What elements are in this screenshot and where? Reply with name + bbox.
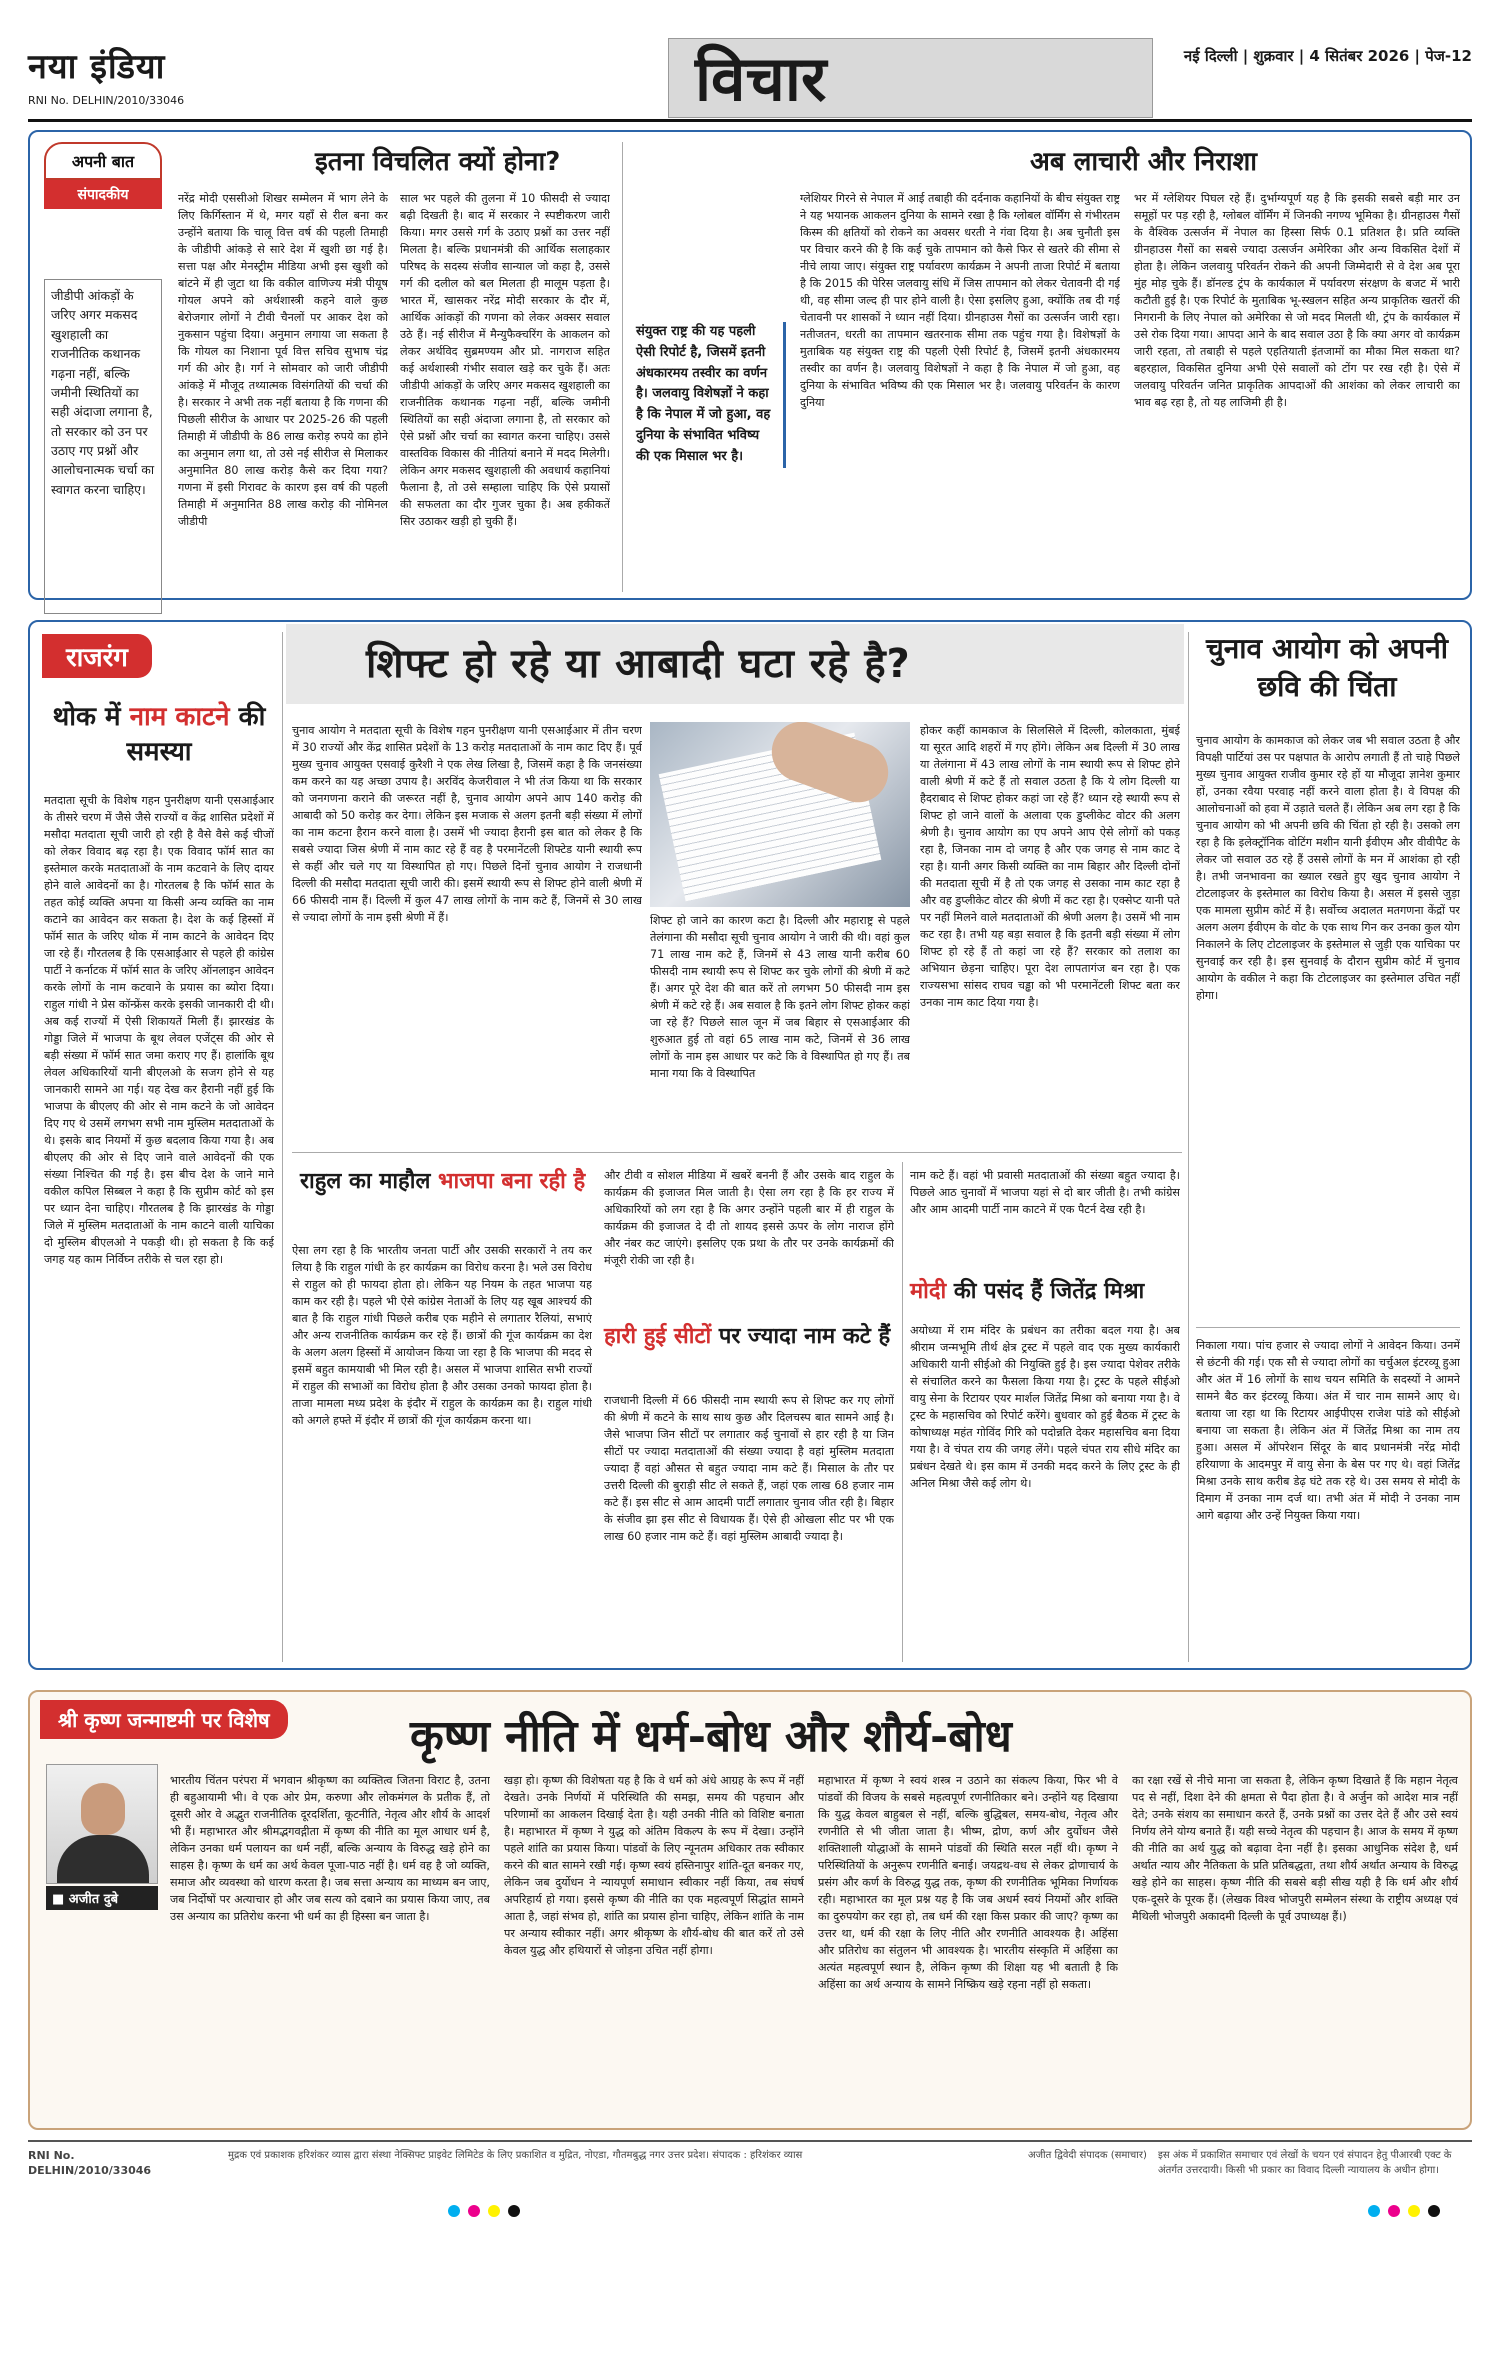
special-column-1 xyxy=(170,1772,490,2122)
rajrang-side-column xyxy=(44,792,274,1662)
main-column-3 xyxy=(920,722,1180,1142)
author-name: ■ अजीत दुबे xyxy=(46,1886,158,1910)
column-divider xyxy=(902,1162,903,1662)
rajrang-section xyxy=(28,620,1472,1670)
eci-column-text: चुनाव आयोग के कामकाज को लेकर जब भी सवाल उठता है और विपक्षी पार्टियां उस पर पक्षपात के आरोप लगाती हैं तो चाहे पिछले मुख्य चुनाव आयुक्त राजीव कुमार रहे हों या मौजूदा ज्ञानेश कुमार हों, उनका रवैया परवाह नहीं करने वाला होता है। वे विपक्ष की आलोचनाओं को हवा में उड़ाते चलते हैं। लेकिन अब लग रहा है कि चुनाव आयोग को भी अपनी छवि की चिंता हो रही है। उसको लग रहा है कि इलेक्ट्रॉनिक वोटिंग मशीन यानी ईवीएम और वीवीपैट के लेकर जो सवाल उठ रहे हैं उससे लोगों के मन में आशंका हो रही है। तभी जनभावना का ख्याल रखते हुए खुद चुनाव आयोग ने टोटलाइजर के इस्तेमाल का विरोध किया है। असल में इससे जुड़ा एक मामला सुप्रीम कोर्ट में है। सर्वोच्च अदालत मतगणना केंद्रों पर अलग अलग ईवीएम के वोट के एक साथ गिन कर उनका कुल योग निकालने के लिए टोटलाइजर के इस्तेमाल से जुड़ी एक याचिका पर सुनवाई कर रही है। इस सुनवाई के दौरान सुप्रीम कोर्ट में चुनाव आयोग के वकील ने कहा कि टोटलाइजर का इस्तेमाल उचित नहीं होगा। xyxy=(1196,734,1460,1003)
rahul-column-1 xyxy=(292,1242,592,1662)
modi-column xyxy=(910,1322,1180,1662)
eci-column xyxy=(1196,732,1460,1322)
eci-column-2-text: निकाला गया। पांच हजार से ज्यादा लोगों ने आवेदन किया। उनमें से छंटनी की गई। एक सौ से ज्यादा लोगों का चर्चुअल इंटरव्यू हुआ और अंत में 16 लोगों के साथ चयन समिति के सदस्यों ने आमने सामने बैठ कर इंटरव्यू किया। अंत में चार नाम सामने आए थे। बताया जा रहा था कि रिटायर आईपीएस राजेश पांडे को सीईओ बनाया जा सकता है। लेकिन अंत में जितेंद्र मिश्रा का नाम तय हुआ। असल में ऑपरेशन सिंदूर के बाद प्रधानमंत्री नरेंद्र मोदी हरियाणा के आदमपुर में वायु सेना के बेस पर गए थे। वहां जितेंद्र मिश्रा उनके साथ करीब डेढ़ घंटे तक रहे थे। उस समय से मोदी के दिमाग में उनका नाम दर्ज था। तभी अंत में मोदी ने उनका नाम आगे बढ़ाया और उन्हें नियुक्त किया गया। xyxy=(1196,1339,1460,1523)
eci-headline: चुनाव आयोग को अपनी छवि की चिंता xyxy=(1205,632,1449,703)
section-divider xyxy=(292,1152,1182,1153)
special-column-3-text: महाभारत में कृष्ण ने स्वयं शस्त्र न उठाने का संकल्प किया, फिर भी वे पांडवों की विजय के सबसे महत्वपूर्ण रणनीतिकार बने। उन्होंने यह दिखाया कि युद्ध केवल बाहुबल से नहीं, बल्कि बुद्धिबल, समय-बोध, नेतृत्व और रणनीति से भी जीता जाता है। भीष्म, द्रोण, कर्ण और दुर्योधन जैसे शक्तिशाली योद्धाओं के सामने पांडवों की स्थिति सरल नहीं थी। कृष्ण ने परिस्थितियों के अनुरूप रणनीति बनाई। जयद्रथ-वध से लेकर द्रोणाचार्य के प्रसंग और कर्ण के विरुद्ध युद्ध तक, कृष्ण की रणनीतिक भूमिका निर्णायक रही। महाभारत का मूल प्रश्न यह है कि जब अधर्म स्वयं नियमों और शक्ति का दुरुपयोग कर रहा हो, तब धर्म की रक्षा किस प्रकार की जाए? कृष्ण का उत्तर था, धर्म की रक्षा के लिए नीति और रणनीति आवश्यक है। अहिंसा और प्रतिरोध का संतुलन भी आवश्यक है। भारतीय संस्कृति में अहिंसा का अत्यंत महत्वपूर्ण स्थान है, लेकिन कृष्ण की शिक्षा यह भी बताती है कि अहिंसा का अर्थ अन्याय के सामने निष्क्रिय खड़े रहना नहीं हो सकता। xyxy=(818,1774,1118,1992)
author-photo-head xyxy=(81,1783,125,1835)
hari-column-2-text: नाम कटे हैं। वहां भी प्रवासी मतदाताओं की संख्या बहुत ज्यादा है। पिछले आठ चुनावों में भाजपा यहां से दो बार जीती है। तभी कांग्रेस और आम आदमी पार्टी नाम काटने में एक पैटर्न देख रही है। xyxy=(910,1169,1180,1217)
cyan-mark xyxy=(448,2205,460,2217)
special-section xyxy=(28,1690,1472,2130)
modi-headline-part2: की पसंद हैं जितेंद्र मिश्रा xyxy=(946,1279,1145,1304)
editorial-sidebar xyxy=(44,142,162,614)
magenta-mark xyxy=(1388,2205,1400,2217)
cyan-mark xyxy=(1368,2205,1380,2217)
footer-imprint: मुद्रक एवं प्रकाशक हरिशंकर व्यास द्वारा संस्था नेक्सिफ्ट प्राइवेट लिमिटेड के लिए प्रकाशित व मुद्रित, नोएडा, गौतमबुद्ध नगर उत्तर प्रदेश। संपादक : हरिशंकर व्यास xyxy=(228,2150,803,2161)
main-headline: शिफ्ट हो रहे या आबादी घटा रहे है? xyxy=(366,641,911,687)
special-column-4 xyxy=(1132,1772,1458,2122)
section-divider xyxy=(1196,1327,1460,1328)
special-column-1-text: भारतीय चिंतन परंपरा में भगवान श्रीकृष्ण का व्यक्तित्व जितना विराट है, उतना ही बहुआयामी भी। वे एक ओर प्रेम, करुणा और लोकमंगल के प्रतीक हैं, तो दूसरी ओर वे अद्भुत राजनीतिक दूरदर्शिता, कूटनीति, नेतृत्व और शौर्य के आदर्श भी हैं। महाभारत और श्रीमद्भगवद्गीता में कृष्ण की नीति का मूल आधार धर्म है, लेकिन उनका धर्म पलायन का धर्म नहीं, बल्कि अन्याय के विरुद्ध खड़े होने का साहस है। कृष्ण के धर्म का अर्थ केवल पूजा-पाठ नहीं है। धर्म वह है जो व्यक्ति, समाज और व्यवस्था को धारण करता है। जब सत्ता अन्याय का माध्यम बन जाए, जब निर्दोषों पर अत्याचार हो और जब सत्य को दबाने का प्रयास किया जाए, तब उस अन्याय का प्रतिरोध करना भी धर्म का ही हिस्सा बन जाता है। xyxy=(170,1774,490,1924)
editorial-column-4 xyxy=(1134,190,1460,590)
hari-headline-part2: पर ज्यादा नाम कटे हैं xyxy=(711,1324,891,1349)
hari-headline-highlight: हारी हुई सीटों xyxy=(604,1324,712,1349)
rahul-column-2-text: और टीवी व सोशल मीडिया में खबरें बननी हैं और उसके बाद राहुल के कार्यक्रम की इजाजत मिल जाती है। ऐसा लग रहा है कि हर राज्य में अधिकारियों को लग रहा है कि अगर उन्होंने पहली बार में ही राहुल के कार्यक्रम की इजाजत दे दी तो शायद इससे ऊपर के लोग नाराज होंगे और नंबर कट जाएंगे। इसलिए एक प्रथा के तौर पर उनके कार्यक्रमों की मंजूरी रोकी जा रही है। xyxy=(604,1169,894,1268)
rajrang-side-column-text: मतदाता सूची के विशेष गहन पुनरीक्षण यानी एसआईआर के तीसरे चरण में जैसे जैसे राज्यों व केंद्र शासित प्रदेशों में मसौदा मतदाता सूची जारी हो रही है वैसे वैसे कई चीजों को लेकर विवाद बढ़ रहा है। एक विवाद फॉर्म सात का इस्तेमाल करके मतदाताओं के नाम कटवाने के लिए दायर होने वाले आवेदनों का है। गोरतलब है कि फॉर्म सात के तहत कोई व्यक्ति अपना या किसी अन्य व्यक्ति का नाम कटाने का आवेदन कर सकता है। देश के कई हिस्सों में फॉर्म सात के जरिए थोक में नाम काटने के आवेदन दिए जा रहे हैं। गौरतलब है कि एसआईआर से पहले ही कांग्रेस पार्टी ने कर्नाटक में फॉर्म सात के जरिए ऑनलाइन आवेदन करके लोगों के नाम कटवाने के प्रयास का ब्योरा दिया। राहुल गांधी ने प्रेस कॉन्फ्रेंस करके इसकी जानकारी दी थी। अब कई राज्यों में ऐसी शिकायतें मिली हैं। झारखंड के गोड्डा जिले में भाजपा के बूथ लेवल एजेंट्स की ओर से बड़ी संख्या में फॉर्म सात जमा कराए गए हैं। हालांकि बूथ लेवल अधिकारियों यानी बीएलओ के सजग होने से यह जानकारी सामने आ गई। यह देख कर हैरानी नहीं हुई कि भाजपा के बीएलए की ओर से नाम कटने के जो आवेदन दिए गए थे उसमें लगभग सभी नाम मुस्लिम मतदाताओं के थे। इसके बाद नियमों में कुछ बदलाव किया गया है। अब बीएलए की ओर से दिए जाने वाले आवेदनों की एक संख्या निश्चित की गई है। इस बीच देश के जाने माने वकील कपिल सिब्बल ने कहा है कि सुप्रीम कोर्ट को इस पर ध्यान देना चाहिए। गौरतलब है कि झारखंड के गोड्डा जिले में मुस्लिम मतदाताओं के नाम काटने वाली याचिका दो मुस्लिम बीएलओ ने पकड़ी थी। हो सकता है कि कई जगह यह काम निर्विघ्न तरीके से चल रहा हो। xyxy=(44,794,274,1267)
editorial-column-1-text: नरेंद्र मोदी एससीओ शिखर सम्मेलन में भाग लेने के लिए किर्गिस्तान में थे, मगर यहाँ से रील बना कर उन्होंने बताया कि चालू वित्त वर्ष की पहली तिमाही के जीडीपी आंकड़े से सारे देश में खुशी छा गई है। सत्ता पक्ष और मेनस्ट्रीम मीडिया अभी इस खुशी को बांटने में ही जुटा था कि वकील वाणिज्य मंत्री पीयूष गोयल अपने को अर्थशास्त्री कहने वाले कुछ बेरोजगार लोगों ने टीवी चैनलों पर आकर देश को नुकसान पहुंचा दिया। अनुमान लगाया जा सकता है कि गोयल का निशाना पूर्व वित्त सचिव सुभाष चंद्र गर्ग की ओर है। गर्ग ने सोमवार को जारी जीडीपी आंकड़े में मौजूद तथ्यात्मक विसंगतियों की चर्चा की है। सरकार ने अभी तक नहीं बताया है कि गणना की पिछली सीरीज के आधार पर 2025-26 की पहली तिमाही में जीडीपी के 86 लाख करोड़ रुपये का होने का अनुमान लगा था, तो उसे नई सीरीज से मिलाकर अनुमानित 80 लाख करोड़ कैसे कर दिया गया? गणना में इसी गिरावट के कारण इस वर्ष की पहली तिमाही में अनुमानित 88 लाख करोड़ की नोमिनल जीडीपी xyxy=(178,192,388,529)
hari-headline xyxy=(604,1322,894,1352)
special-column-2 xyxy=(504,1772,804,2122)
column-divider xyxy=(622,142,623,592)
black-mark xyxy=(508,2205,520,2217)
column-divider xyxy=(282,632,283,1662)
modi-column-text: अयोध्या में राम मंदिर के प्रबंधन का तरीका बदल गया है। अब श्रीराम जन्मभूमि तीर्थ क्षेत्र ट्रस्ट में पहले वाद एक मुख्य कार्यकारी अधिकारी यानी सीईओ की नियुक्ति हुई है। इस ज्यादा पेशेवर तरीके से संचालित करने का फैसला किया गया है। ट्रस्ट के पहले सीईओ वायु सेना के रिटायर एयर मार्शल जितेंद्र मिश्रा को बनाया गया है। वे ट्रस्ट के महासचिव को रिपोर्ट करेंगे। बुधवार को हुई बैठक में ट्रस्ट के कोषाध्यक्ष महंत गोविंद गिरि को पदोन्नति देकर महासचिव बना दिया गया है। वे चंपत राय की जगह लेंगे। पहले चंपत राय सीधे मंदिर का प्रबंधन देखते थे। इस काम में उनकी मदद करने के लिए ट्रस्ट के ही अनिल मिश्रा जैसे कई लोग थे। xyxy=(910,1324,1180,1491)
rajrang-side-headline xyxy=(44,700,274,770)
hari-column-2 xyxy=(910,1167,1180,1267)
hari-column-text: राजधानी दिल्ली में 66 फीसदी नाम स्थायी रूप से शिफ्ट कर गए लोगों की श्रेणी में कटने के साथ साथ कुछ और दिलचस्प बात सामने आई है। जैसे भाजपा जिन सीटों पर लगातार कई चुनावों से हार रही है या जिन सीटों पर ज्यादा मतदाताओं की संख्या ज्यादा है वहां मुस्लिम मतदाता ज्यादा हैं वहां औसत से बहुत ज्यादा नाम कटे हैं। मिसाल के तौर पर उत्तरी दिल्ली की बुराड़ी सीट ले सकते हैं, जहां एक लाख 68 हजार नाम कटे हैं। इस सीट से आम आदमी पार्टी लगातार चुनाव जीत रही है। बिहार के संजीव झा इस सीट से विधायक हैं। ऐसे ही ओखला सीट पर भी एक लाख 60 हजार नाम कटे हैं। वहां मुस्लिम आबादी ज्यादा है। xyxy=(604,1394,894,1544)
rahul-headline-part2: बना रही है xyxy=(493,1169,586,1194)
main-column-1 xyxy=(292,722,642,1142)
editorial-column-4-text: भर में ग्लेशियर पिघल रहे हैं। दुर्भाग्यपूर्ण यह है कि इसकी सबसे बड़ी मार उन समूहों पर पड़ रही है, ग्लोबल वॉर्मिंग में जिनकी नगण्य भूमिका है। ग्रीनहाउस गैसों के वैश्विक उत्सर्जन में नेपाल का हिस्सा सिर्फ 0.1 प्रतिशत है। प्रति व्यक्ति ग्रीनहाउस गैसों का सबसे ज्यादा उत्सर्जन अमेरिका और अन्य विकसित देशों में होता है। लेकिन जलवायु परिवर्तन रोकने की अपनी जिम्मेदारी से वे देश अब पूरा मुंह मोड़ चुके हैं। डॉनल्ड ट्रंप के कार्यकाल में पर्यावरण संरक्षण के बजट में भारी कटौती हुई है। एक रिपोर्ट के मुताबिक भू-स्खलन सहित अन्य प्राकृतिक खतरों की निगरानी के लिए नेपाल को अमेरिका से जो मदद मिलती थी, ट्रंप के कार्यकाल में उसे रोक दिया गया। आपदा आने के बाद सवाल उठा है कि क्या अगर वो कार्यक्रम जारी रहता, तो तबाही से पहले एहतियाती इंतजामों का मौका मिल सकता था? बहरहाल, विकसित दुनिया अभी ऐसे सवालों को टोंग पर रख रही है। ऐसे में जलवायु परिवर्तन जनित प्राकृतिक आपदाओं की आशंका को लेकर लाचारी का भाव बढ़ रहा है, तो यह लाजिमी ही है। xyxy=(1134,192,1460,410)
main-column-2-text: शिफ्ट हो जाने का कारण कटा है। दिल्ली और महाराष्ट्र से पहले तेलंगाना की मसौदा सूची चुनाव आयोग ने जारी की थी। वहां कुल 71 लाख नाम कटे हैं, जिनमें से 43 लाख यानी करीब 60 फीसदी नाम स्थायी रूप से शिफ्ट कर चुके लोगों की श्रेणी में कटे हैं। अगर पूरे देश की बात करें तो लगभग 50 फीसदी नाम इस श्रेणी में कटे रहे हैं। अब सवाल है कि इतने लोग शिफ्ट होकर कहां जा रहे हैं? पिछले साल जून में जब बिहार से एसआईआर की शुरुआत हुई तो वहां 65 लाख नाम कटे, जिनमें से 36 लाख लोगों के नाम इस आधार पर कटे कि वे विस्थापित हो गए हैं। तब माना गया कि वे विस्थापित xyxy=(650,914,910,1081)
modi-headline xyxy=(910,1277,1180,1307)
footer xyxy=(28,2140,1472,2200)
column-divider xyxy=(1188,632,1189,1662)
modi-headline-highlight: मोदी xyxy=(910,1279,947,1304)
special-column-3 xyxy=(818,1772,1118,2122)
special-column-4-text: का रक्षा रखें से नीचे माना जा सकता है, लेकिन कृष्ण दिखाते हैं कि महान नेतृत्व पद से नहीं, दिशा देने की क्षमता से पैदा होता है। वे अर्जुन को आदेश मात्र नहीं देते; उनके संशय का समाधान करते हैं, उनके प्रश्नों का उत्तर देते हैं और उसे स्वयं निर्णय लेने योग्य बनाते हैं। यही सच्चे नेतृत्व की पहचान है। आज के समय में कृष्ण की नीति का अर्थ युद्ध को बढ़ावा देना नहीं है। इसका आधुनिक संदेश है, धर्म अर्थात न्याय और नैतिकता के प्रति प्रतिबद्धता, तथा शौर्य अर्थात अन्याय के विरुद्ध खड़े होने का साहस। कृष्ण नीति की सबसे बड़ी सीख यही है कि धर्म और शौर्य एक-दूसरे के पूरक हैं। (लेखक विश्व भोजपुरी सम्मेलन संस्था के राष्ट्रीय अध्यक्ष एवं मैथिली भोजपुरी अकादमी दिल्ली के पूर्व उपाध्यक्ष हैं।) xyxy=(1132,1774,1458,1924)
rahul-column-1-text: ऐसा लग रहा है कि भारतीय जनता पार्टी और उसकी सरकारों ने तय कर लिया है कि राहुल गांधी के हर कार्यक्रम का विरोध करना है। भले उस विरोध से राहुल को ही फायदा होता हो। लेकिन यह नियम के तहत भाजपा यह काम कर रही है। पहले भी ऐसे कांग्रेस नेताओं के लिए यह खूब आश्चर्य की बात है कि राहुल गांधी पिछले करीब एक महीने से लगातार रैलियां, सभाएं और अन्य राजनीतिक कार्यक्रम कर रहे हैं। छात्रों की गूंज कार्यक्रम का देश के अलग अलग हिस्सों में आयोजन किया जा रहा है कि भाजपा की मदद से इसमें बहुत कामयाबी भी मिल रही है। असल में भाजपा शासित सभी राज्यों में राहुल की सभाओं का विरोध होता है और उसका उनको फायदा होता है। ताजा मामला मध्य प्रदेश के इंदौर में राहुल के कार्यक्रम का है। राहुल गांधी को अगले हफ्ते में इंदौर में छात्रों की गूंज कार्यक्रम करना था। xyxy=(292,1244,592,1428)
editorial-badge-bottom: संपादकीय xyxy=(44,180,162,209)
author-photo xyxy=(46,1764,158,1884)
editorial-column-2-text: साल भर पहले की तुलना में 10 फीसदी से ज्यादा बढ़ी दिखती है। बाद में सरकार ने स्पष्टीकरण जारी किया। मगर उससे गर्ग के उठाए प्रश्नों का उत्तर नहीं मिलता है। बल्कि प्रधानमंत्री की आर्थिक सलाहकार परिषद के सदस्य संजीव सान्याल जो कहा है, उससे गर्ग की दलील को बल मिलता ही मालूम पड़ता है। भारत में, खासकर नरेंद्र मोदी सरकार के दौर में, आर्थिक आंकड़ों की गणना को लेकर अक्सर सवाल उठे हैं। नई सीरीज में मैन्युफैक्चरिंग के आकलन को लेकर अर्थविद सुब्रमण्यम और प्रो. नागराज सहित कई अर्थशास्त्री गंभीर सवाल खड़े कर चुके हैं। अतः जीडीपी आंकड़ों के जरिए अगर मकसद खुशहाली का राजनीतिक कथानक गढ़ना नहीं, बल्कि जमीनी स्थितियों का सही अंदाजा लगाना है, तो सरकार को ऐसे प्रश्नों और चर्चा का स्वागत करना चाहिए। उससे वास्तविक विकास की नीतियां बनाने में मदद मिलेगी। लेकिन अगर मकसद खुशहाली की अवधार्य कहानियां फैलाना है, तो उसे सम्हाला चाहिए कि ऐसे प्रयासों की सफलता का दौर गुजर चुका है। अब हकीकतें सिर उठाकर खड़ी हो चुकी हैं। xyxy=(400,192,610,529)
special-column-2-text: खड़ा हो। कृष्ण की विशेषता यह है कि वे धर्म को अंधे आग्रह के रूप में नहीं देखते। उनके निर्णयों में परिस्थिति की समझ, समय की पहचान और परिणामों का आकलन दिखाई देता है। यही उनकी नीति को विशिष्ट बनाता है। महाभारत में कृष्ण ने युद्ध को अंतिम विकल्प के रूप में देखा। उन्होंने पहले शांति का प्रयास किया। पांडवों के लिए न्यूनतम अधिकार तक स्वीकार करने की बात सामने रखी गई। कृष्ण स्वयं हस्तिनापुर शांति-दूत बनकर गए, लेकिन जब दुर्योधन ने न्यायपूर्ण समाधान स्वीकार नहीं किया, तब संघर्ष अपरिहार्य हो गया। इससे कृष्ण की नीति का एक महत्वपूर्ण सिद्धांत सामने आता है, जहां संभव हो, शांति का प्रयास होना चाहिए, लेकिन शांति के नाम पर अन्याय स्वीकार नहीं। अगर श्रीकृष्ण के शौर्य-बोध की बात करें तो उसे केवल युद्ध और हथियारों से जोड़ना उचित नहीं होगा। xyxy=(504,1774,804,1958)
black-mark xyxy=(1428,2205,1440,2217)
registration-marks xyxy=(28,2205,1472,2219)
footer-editor: अजीत द्विवेदी संपादक (समाचार) xyxy=(1028,2150,1147,2161)
footer-rni: RNI No. DELHIN/2010/33046 xyxy=(28,2149,152,2178)
special-headline: कृष्ण नीति में धर्म-बोध और शौर्य-बोध xyxy=(410,1711,1012,1762)
eci-column-2 xyxy=(1196,1337,1460,1662)
main-headline-box xyxy=(286,624,1184,704)
rni-number: RNI No. DELHIN/2010/33046 xyxy=(28,94,185,107)
rajrang-badge: राजरंग xyxy=(42,634,152,678)
special-badge: श्री कृष्ण जन्माष्टमी पर विशेष xyxy=(40,1700,288,1739)
main-column-3-text: होकर कहीं कामकाज के सिलसिले में दिल्ली, कोलकाता, मुंबई या सूरत आदि शहरों में गए होंगे। लेकिन अब दिल्ली में 30 लाख या तेलंगाना में 43 लाख लोगों के नाम स्थायी रूप से शिफ्ट होने वाली श्रेणी में कटे हैं तो सवाल उठता है कि ये लोग दिल्ली या हैदराबाद से शिफ्ट होकर कहां जा रहे हैं? ध्यान रहे स्थायी रूप से शिफ्ट हो जाने वालों के अलावा एक डुप्लीकेट वोटर की अलग श्रेणी है। चुनाव आयोग का एप अपने आप ऐसे लोगों को पकड़ रहा है, जिनका नाम दो जगह है और एक जगह से नाम काट दे रहा है। यानी अगर किसी व्यक्ति का नाम बिहार और दिल्ली दोनों की मतदाता सूची में है तो एक जगह से उसका नाम काट रहा है और वह डुप्लीकेट वोटर की श्रेणी में कट रहा है। एक्सेप्ट यानी पते पर नहीं मिलने वाले मतदाताओं की श्रेणी अलग है। उसमें भी नाम कट रहा है। तभी यह बड़ा सवाल है कि इतनी बड़ी संख्या में लोग शिफ्ट हो रहे हैं तो कहां जा रहे हैं? सरकार को तलाश का अभियान छेड़ना चाहिए। पूरा देश लापतागंज बन रहा है। एक राज्यसभा सांसद राघव चड्ढा को भी परमानेंटली शिफ्ट बता कर उनका नाम काट दिया गया है। xyxy=(920,724,1180,1010)
dateline: नई दिल्ली | शुक्रवार | 4 सितंबर 2026 | पेज-12 xyxy=(1183,47,1472,65)
editorial-column-3-text: ग्लेशियर गिरने से नेपाल में आई तबाही की दर्दनाक कहानियों के बीच संयुक्त राष्ट्र ने यह भयानक आकलन दुनिया के सामने रखा है कि ग्लोबल वॉर्मिंग से गंभीरतम किस्म की क्षतियों को रोकने का अवसर धरती ने गंवा दिया है। अब चुनौती इस पर विचार करने की है कि कई चुके तापमान को कैसे फिर से खतरे की सीमा से नीचे लाया जाए। संयुक्त राष्ट्र पर्यावरण कार्यक्रम ने अपनी ताजा रिपोर्ट में बताया है कि 2015 की पेरिस जलवायु संधि में जिस तापमान को लेकर चेतावनी दी गई थी, वह सीमा जल्द ही पार होने वाली है। ऐसा इसलिए हुआ, क्योंकि तब दी गई चेतावनी पर शासकों ने ध्यान नहीं दिया। ग्रीनहाउस गैसों का उत्सर्जन जारी रहा। नतीजतन, धरती का तापमान खतरनाक सीमा तक पहुंच गया है। विशेषज्ञों के मुताबिक यह संयुक्त राष्ट्र की पहली ऐसी रिपोर्ट है, जिसमें इतनी अंधकारमय तस्वीर का वर्णन है। जलवायु विशेषज्ञों ने कहा है कि नेपाल में जो हुआ, वह दुनिया के संभावित भविष्य की एक मिसाल भर है। जलवायु परिवर्तन के कारण दुनिया xyxy=(800,192,1120,410)
editorial-headline: इतना विचलित क्यों होना? xyxy=(315,147,561,177)
voter-list-photo xyxy=(650,722,910,907)
editorial-headline-2: अब लाचारी और निराशा xyxy=(1030,147,1258,177)
rahul-headline xyxy=(300,1167,600,1197)
editorial-column-3 xyxy=(800,190,1120,590)
footer-note: इस अंक में प्रकाशित समाचार एवं लेखों के चयन एवं संपादन हेतु पीआरबी एक्ट के अंतर्गत उत्तरदायी। किसी भी प्रकार का विवाद दिल्ली न्यायालय के अधीन होगा। xyxy=(1158,2150,1452,2176)
yellow-mark xyxy=(1408,2205,1420,2217)
newspaper-logo: नया इंडिया xyxy=(28,47,166,87)
editorial-badge-top: अपनी बात xyxy=(44,142,162,180)
hari-column xyxy=(604,1392,894,1662)
section-title-box xyxy=(668,38,1153,118)
author-photo-body xyxy=(57,1835,149,1884)
masthead xyxy=(28,38,1472,122)
main-column-1-text: चुनाव आयोग ने मतदाता सूची के विशेष गहन पुनरीक्षण यानी एसआईआर में तीन चरण में 30 राज्यों और केंद्र शासित प्रदेशों के 13 करोड़ मतदाताओं के नाम काट दिए हैं। पूर्व मुख्य चुनाव आयुक्त एसवाई कुरैशी ने एक लेख लिखा है, जिसमें कहा है कि जनसंख्या कम करने का यह अच्छा उपाय है। अरविंद केजरीवाल ने भी तंज किया था कि सरकार को जनगणना कराने की जरूरत नहीं है, चुनाव आयोग अपने आप 140 करोड़ की आबादी को 50 करोड़ कर देगा। लेकिन इस मजाक से अलग इतनी बड़ी संख्या में लोगों का नाम कटना हैरान करने वाला है। उसमें भी ज्यादा हैरानी इस बात को लेकर है कि सबसे ज्यादा जिस श्रेणी में नाम काट रहे हैं वह है परमानेंटली शिफ्टेड यानी स्थायी रूप से कहीं और चले गए या विस्थापित हो गए। पिछले दिनों चुनाव आयोग ने राजधानी दिल्ली की मसौदा मतदाता सूची जारी की। इसमें स्थायी रूप से शिफ्ट होने वाली श्रेणी में 66 फीसदी नाम हैं। दिल्ली में कुल 47 लाख लोगों के नाम कटे हैं, जिनमें से 30 लाख से ज्यादा लोगों के नाम इसी श्रेणी में हैं। xyxy=(292,724,642,925)
main-column-2 xyxy=(650,912,910,1142)
yellow-mark xyxy=(488,2205,500,2217)
rajrang-side-headline-part1: थोक में xyxy=(52,702,130,732)
editorial-column-2 xyxy=(400,190,610,590)
rajrang-side-headline-highlight: नाम काटने xyxy=(129,702,230,732)
section-title: विचार xyxy=(695,42,827,115)
editorial-section xyxy=(28,130,1472,600)
magenta-mark xyxy=(468,2205,480,2217)
editorial-pull-text: जीडीपी आंकड़ों के जरिए अगर मकसद खुशहाली का राजनीतिक कथानक गढ़ना नहीं, बल्कि जमीनी स्थितियों का सही अंदाजा लगाना है, तो सरकार को उन पर उठाए गए प्रश्नों और आलोचनात्मक चर्चा का स्वागत करना चाहिए। xyxy=(44,279,162,614)
editorial-quote: संयुक्त राष्ट्र की यह पहली ऐसी रिपोर्ट है, जिसमें इतनी अंधकारमय तस्वीर का वर्णन है। जलवायु विशेषज्ञों ने कहा है कि नेपाल में जो हुआ, वह दुनिया के संभावित भविष्य की एक मिसाल भर है। xyxy=(636,322,786,468)
rahul-column-2 xyxy=(604,1167,894,1312)
rahul-headline-part1: राहुल का माहौल xyxy=(300,1169,439,1194)
rajrang-side-headline-part2: की समस्या xyxy=(126,702,266,768)
rahul-headline-highlight: भाजपा xyxy=(438,1169,494,1194)
editorial-column-1 xyxy=(178,190,388,590)
